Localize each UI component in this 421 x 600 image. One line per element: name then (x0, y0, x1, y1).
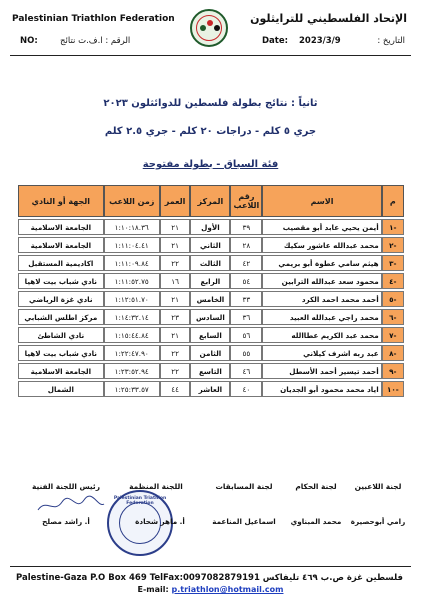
footer-address-en: Palestine-Gaza P.O Box 469 TelFax:0097082879191 (16, 573, 260, 583)
athlete-name-cell: أحمد محمد احمد الكرد (262, 291, 381, 307)
bib-number-cell: ٥٤ (230, 273, 262, 289)
committee-organizing: اللجنة المنظمة (129, 482, 183, 491)
row-number-cell: -٥ (382, 291, 404, 307)
email-link[interactable]: p.triathlon@hotmail.com (171, 585, 284, 594)
club-name-cell: نادي شباب بيت لاهيا (18, 273, 104, 289)
bib-number-cell: ٣٦ (230, 309, 262, 325)
age-cell: ٢١ (160, 219, 191, 235)
signature-athletes: رامي أبوحصيرة (350, 517, 406, 526)
table-header-row (18, 185, 404, 217)
table-row (18, 309, 404, 325)
placement-cell: العاشر (190, 381, 230, 397)
signature-organizing: أ. ماهر شحادة (135, 517, 185, 526)
finish-time-cell: ١:١١:٠٤.٤١ (104, 237, 160, 253)
committee-athletes: لجنة اللاعبين (354, 482, 402, 491)
athlete-name-cell: محمد عبدالله عاشور سكيك (262, 237, 381, 253)
athlete-name-cell: اياد محمد محمود أبو الجديان (262, 381, 381, 397)
handwritten-signature (36, 494, 106, 516)
club-name-cell: اكاديمية المستقبل (18, 255, 104, 271)
federation-name-en: Palestinian Triathlon Federation (12, 14, 175, 24)
age-cell: ٢٢ (160, 255, 191, 271)
athlete-name-cell: أيمن يحيي عابد أبو مقصيب (262, 219, 381, 235)
table-row (18, 327, 404, 343)
committee-technical-head: رئيس اللجنة الفنية (32, 482, 100, 491)
col-header-name: الاسم (262, 185, 381, 217)
col-header-m: م (382, 185, 404, 217)
table-row (18, 273, 404, 289)
bib-number-cell: ٢٨ (230, 237, 262, 253)
table-row (18, 255, 404, 271)
age-cell: ٢٣ (160, 309, 191, 325)
athlete-name-cell: محمود سعد عبدالله الترابين (262, 273, 381, 289)
row-number-cell: -١٠ (382, 381, 404, 397)
logo-dot-red-icon (207, 20, 213, 26)
age-cell: ١٦ (160, 273, 191, 289)
athlete-name-cell: عبد ربه اشرف كيلاني (262, 345, 381, 361)
col-header-club: الجهة أو النادي (18, 185, 104, 217)
row-number-cell: -٣ (382, 255, 404, 271)
row-number-cell: -٦ (382, 309, 404, 325)
finish-time-cell: ١:١١:٥٢.٧٥ (104, 273, 160, 289)
placement-cell: الثاني (190, 237, 230, 253)
federation-logo (190, 9, 228, 47)
finish-time-cell: ١:١٤:٣٢.١٤ (104, 309, 160, 325)
finish-time-cell: ١:١١:٠٩.٨٤ (104, 255, 160, 271)
age-cell: ٢١ (160, 237, 191, 253)
placement-cell: الرابع (190, 273, 230, 289)
athlete-name-cell: هيثم سامي عطوة أبو بريمي (262, 255, 381, 271)
race-category: فئة السباق - بطولة مفتوحة (142, 159, 279, 170)
bib-number-cell: ٤٢ (230, 255, 262, 271)
bib-number-cell: ٤٠ (230, 381, 262, 397)
placement-cell: التاسع (190, 363, 230, 379)
footer-email (0, 585, 421, 594)
logo-dot-green-icon (200, 25, 206, 31)
row-number-cell: -٨ (382, 345, 404, 361)
club-name-cell: نادي الشاطئ (18, 327, 104, 343)
finish-time-cell: ١:٢٣:٥٢.٩٤ (104, 363, 160, 379)
age-cell: ٤٤ (160, 381, 191, 397)
bib-number-cell: ٥٥ (230, 345, 262, 361)
date-value: 2023/3/9 (299, 36, 341, 46)
row-number-cell: -٤ (382, 273, 404, 289)
signature-competitions: اسماعيل المناعمة (212, 517, 276, 526)
date-label-en: Date: (262, 36, 289, 46)
finish-time-cell: ١:٢٥:٣٣.٥٧ (104, 381, 160, 397)
table-row (18, 363, 404, 379)
finish-time-cell: ١:١٥:٤٤.٨٤ (104, 327, 160, 343)
ref-no-ar: الرقم : ا.ف.ت نتائج (60, 36, 131, 46)
date-label-ar: التاريخ : (377, 36, 405, 46)
col-header-place: المركز (190, 185, 230, 217)
header-divider (10, 55, 411, 56)
results-title: ثانياً : نتائج بطولة فلسطين للدوائثلون ٢٠٢٣ (103, 98, 318, 109)
date-field (377, 36, 405, 46)
row-number-cell: -٩ (382, 363, 404, 379)
row-number-cell: -١ (382, 219, 404, 235)
club-name-cell: الجامعة الاسلامية (18, 237, 104, 253)
signature-technical: أ. راشد مصلح (42, 517, 90, 526)
footer-address-ar: فلسطين غزة ص.ب ٤٦٩ تليفاكس (262, 573, 403, 583)
finish-time-cell: ١:١٠:١٨.٣٦ (104, 219, 160, 235)
finish-time-cell: ١:١٢:٥١.٧٠ (104, 291, 160, 307)
table-row (18, 381, 404, 397)
table-row (18, 345, 404, 361)
club-name-cell: الجامعة الاسلامية (18, 363, 104, 379)
col-header-age: العمر (160, 185, 191, 217)
col-header-time: زمن اللاعب (104, 185, 160, 217)
bib-number-cell: ٣٩ (230, 219, 262, 235)
table-row (18, 291, 404, 307)
club-name-cell: الشمال (18, 381, 104, 397)
placement-cell: السابع (190, 327, 230, 343)
committee-competitions: لجنة المسابقات (215, 482, 273, 491)
placement-cell: الثالث (190, 255, 230, 271)
athlete-name-cell: محمد عبد الكريم عطاالله (262, 327, 381, 343)
ref-no-en: NO: (20, 36, 38, 46)
club-name-cell: الجامعة الاسلامية (18, 219, 104, 235)
placement-cell: الأول (190, 219, 230, 235)
club-name-cell: نادي غزة الرياضي (18, 291, 104, 307)
row-number-cell: -٢ (382, 237, 404, 253)
results-table (18, 183, 404, 399)
committee-referees: لجنة الحكام (295, 482, 337, 491)
age-cell: ٢١ (160, 327, 191, 343)
signature-stroke (38, 496, 104, 510)
table-row (18, 219, 404, 235)
age-cell: ٢٢ (160, 363, 191, 379)
date-en (262, 36, 341, 46)
table-row (18, 237, 404, 253)
athlete-name-cell: محمد راجي عبدالله العبيد (262, 309, 381, 325)
placement-cell: الخامس (190, 291, 230, 307)
bib-number-cell: ٤٦ (230, 363, 262, 379)
finish-time-cell: ١:٢٢:٤٧.٩٠ (104, 345, 160, 361)
placement-cell: الثامن (190, 345, 230, 361)
stamp-text: Palestinian Triathlon Federation (113, 496, 167, 506)
footer-divider (10, 566, 411, 567)
club-name-cell: نادي شباب بيت لاهيا (18, 345, 104, 361)
federation-name-ar: الإتحاد الفلسطيني للترايثلون (250, 12, 407, 25)
placement-cell: السادس (190, 309, 230, 325)
bib-number-cell: ٣٣ (230, 291, 262, 307)
race-distances: جري ٥ كلم - دراجات ٢٠ كلم - جري ٢.٥ كلم (104, 126, 317, 137)
club-name-cell: مركز اطلس الشبابي (18, 309, 104, 325)
athlete-name-cell: أحمد تيسير أحمد الأسطل (262, 363, 381, 379)
col-header-bib: رقم اللاعب (230, 185, 262, 217)
email-label: E-mail: (137, 585, 169, 594)
bib-number-cell: ٥٦ (230, 327, 262, 343)
age-cell: ٢١ (160, 291, 191, 307)
age-cell: ٢٢ (160, 345, 191, 361)
signature-referees: محمد المبناوي (290, 517, 342, 526)
logo-dot-black-icon (214, 25, 220, 31)
row-number-cell: -٧ (382, 327, 404, 343)
